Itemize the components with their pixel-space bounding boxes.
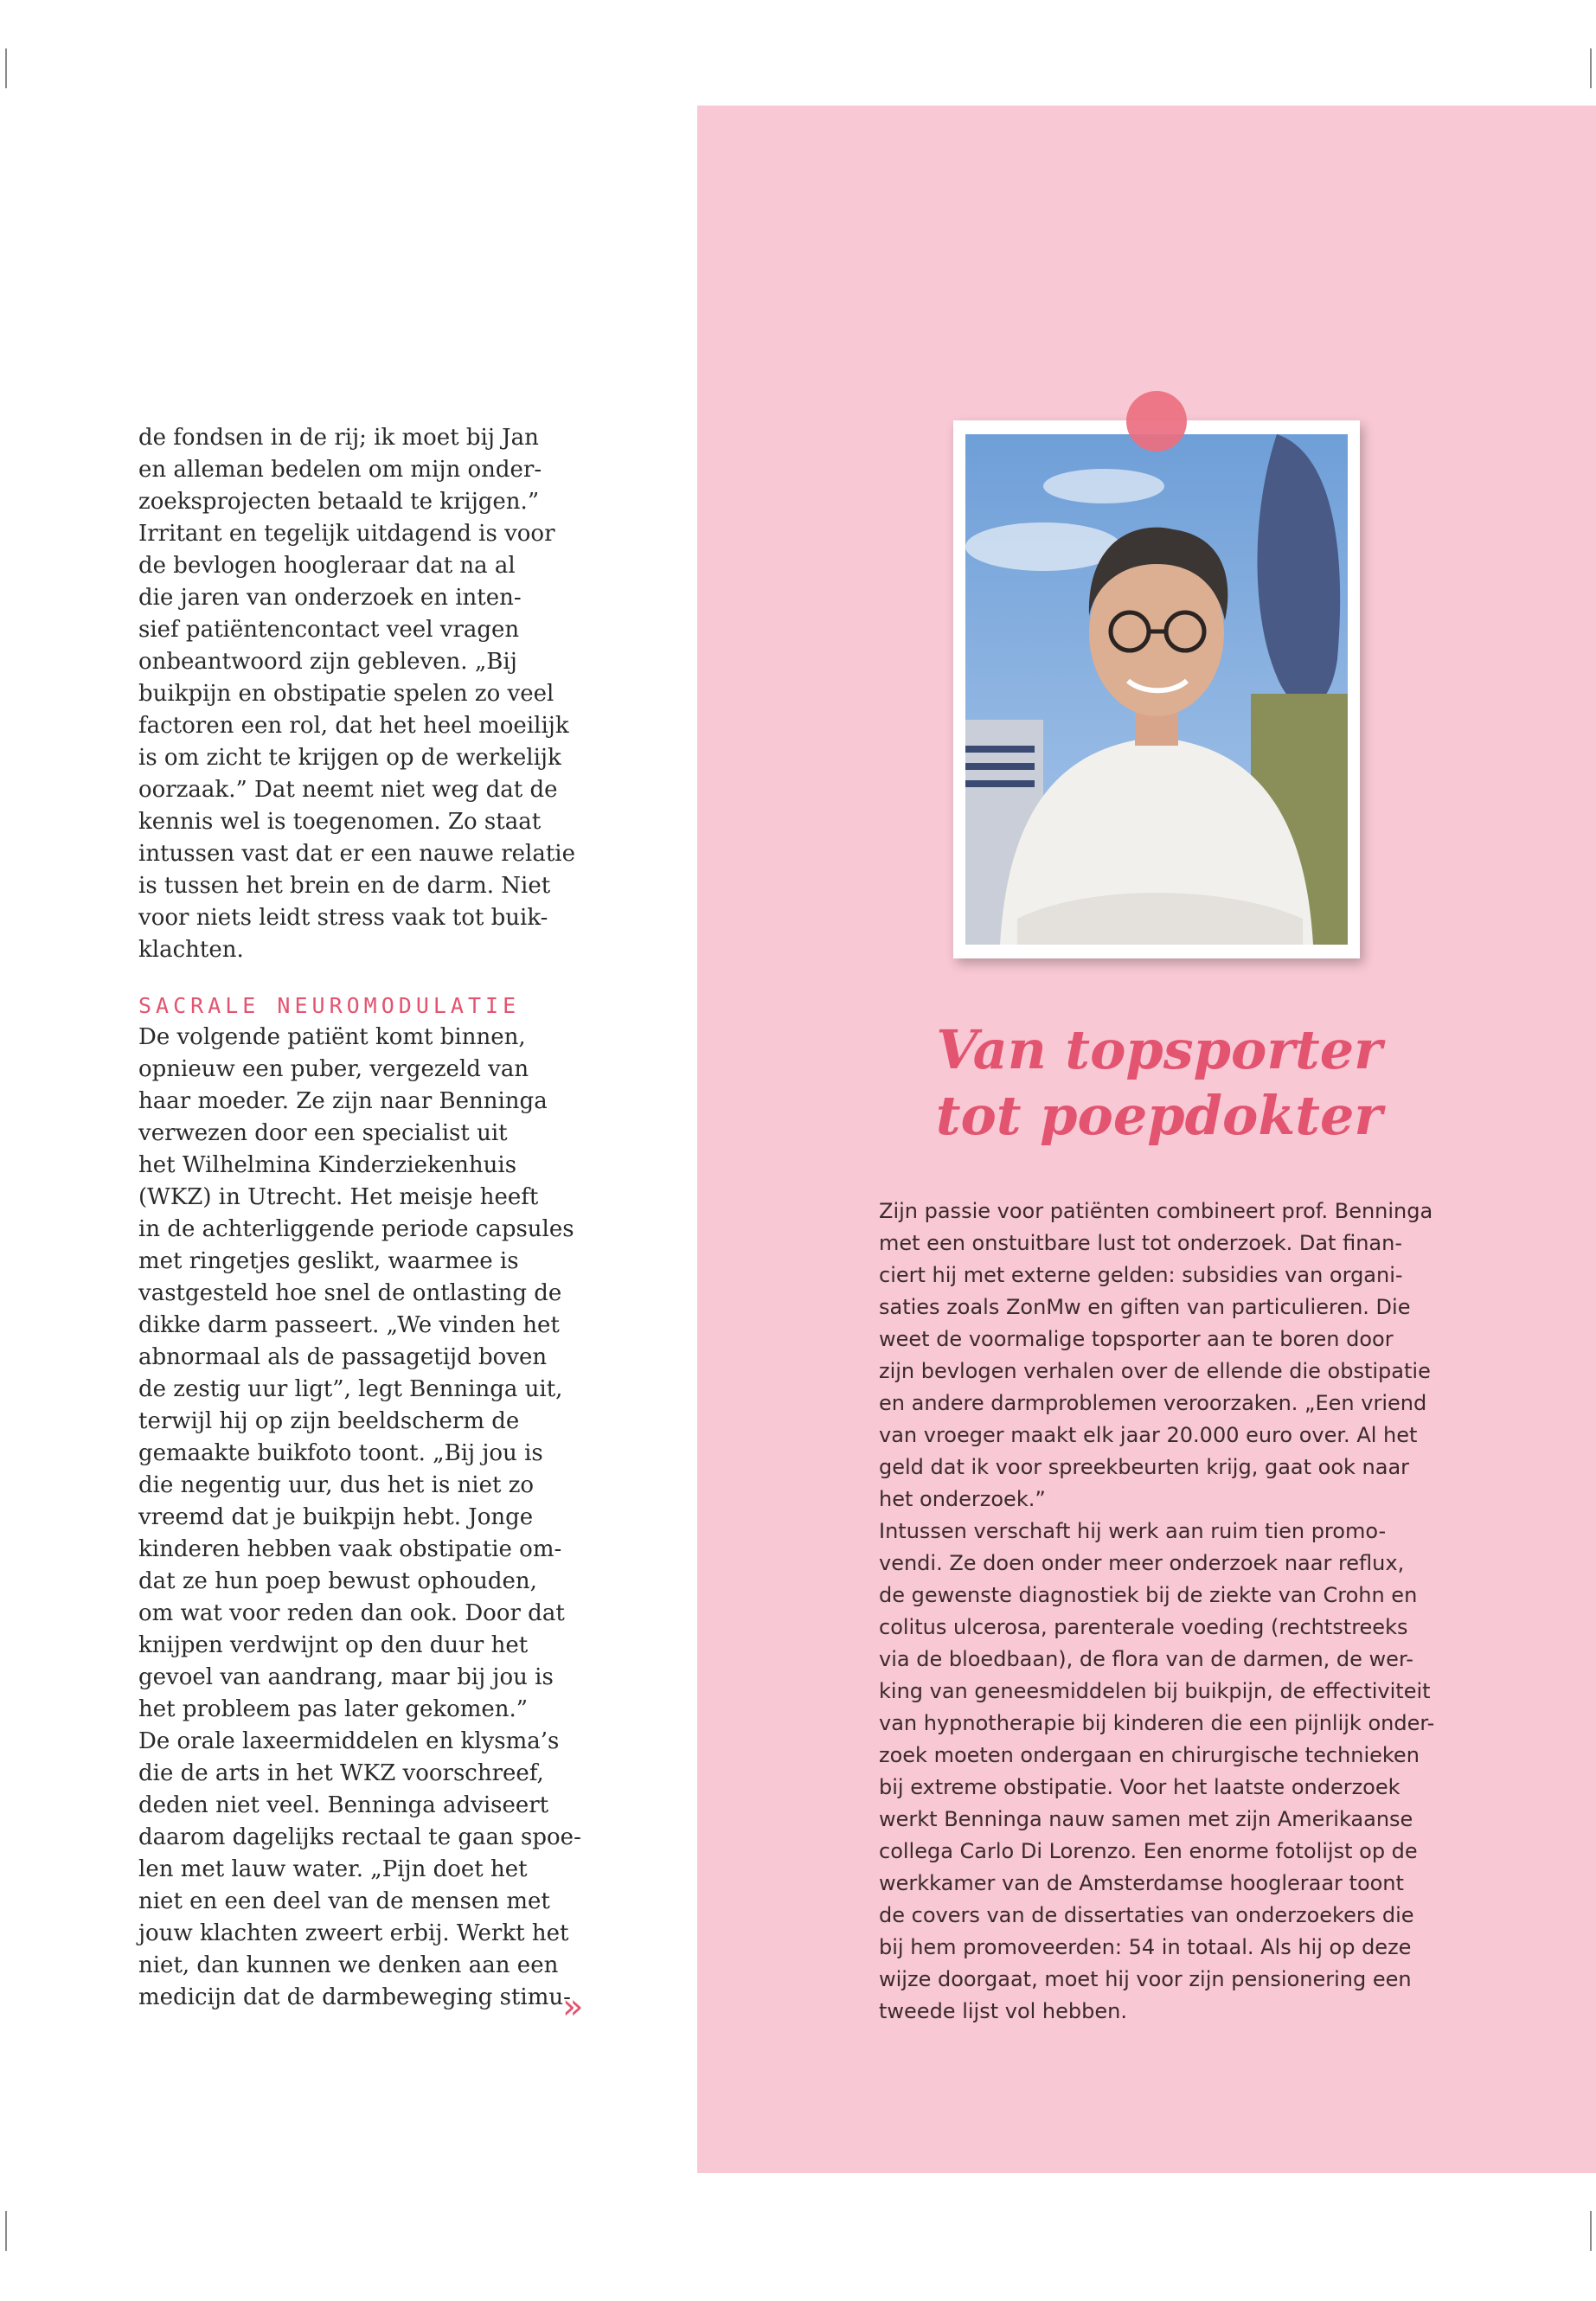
article-body-column: [138, 422, 606, 2014]
article-paragraph: de fondsen in de rij; ik moet bij Jan en alleman bedelen om mijn onder- zoeksprojecten betaald te krijgen.” Irritant en tegelijk uitdagend is voor de bevlogen hoogleraar dat na al die jaren van onderzoek en inten- sief patiëntencontact veel vragen onbeantwoord zijn gebleven. „Bij buikpijn en obstipatie spelen zo veel factoren een rol, dat het heel moeilijk is om zicht te krijgen op de werkelijk oorzaak.” Dat neemt niet weg dat de kennis wel is toegenomen. Zo staat intussen vast dat er een nauwe relatie is tussen het brein en de darm. Niet voor niets leidt stress vaak tot buik- klachten.: [138, 425, 575, 963]
sidebar-headline: [917, 1017, 1401, 1149]
article-paragraph: De volgende patiënt komt binnen, opnieuw een puber, vergezeld van haar moeder. Ze zijn naar Benninga verwezen door een specialist uit het Wilhelmina Kinderziekenhuis (WKZ) in Utrecht. Het meisje heeft in de achterliggende periode capsules met ringetjes geslikt, waarmee is vastgesteld hoe snel de ontlasting de dikke darm passeert. „We vinden het abnormaal als de passagetijd boven de zestig uur ligt”, legt Benninga uit, terwijl hij op zijn beeldscherm de gemaakte buikfoto toont. „Bij jou is die negentig uur, dus het is niet zo vreemd dat je buikpijn hebt. Jonge kinderen hebben vaak obstipatie om- dat ze hun poep bewust ophouden, om wat voor reden dan ook. Door dat knijpen verdwijnt op den duur het gevoel van aandrang, maar bij jou is het probleem pas later gekomen.” De orale laxeermiddelen en klysma’s die de arts in het WKZ voorschreef, deden niet veel. Benninga adviseert daarom dagelijks rectaal te gaan spoe- len met lauw water. „Pijn doet het niet en een deel van de mensen met jouw klachten zweert erbij. Werkt het niet, dan kunnen we denken aan een medicijn dat de darmbeweging stimu-: [138, 1024, 581, 2010]
headline-line-1: Van topsporter: [936, 1018, 1382, 1081]
section-subheading: SACRALE NEUROMODULATIE: [138, 993, 521, 1018]
portrait-photo-frame: [953, 420, 1360, 958]
crop-mark-top-left: [5, 48, 7, 88]
sidebar-body: [879, 1195, 1450, 2028]
sidebar-paragraph: Intussen verschaft hij werk aan ruim tien promo- vendi. Ze doen onder meer onderzoek naar reflux, de gewenste diagnostiek bij de ziekte van Crohn en colitus ulcerosa, parenterale voeding (rechtstreeks via de bloedbaan), de flora van de darmen, de wer- king van geneesmiddelen bij buikpijn, de effectiviteit van hypnotherapie bij kinderen die een pijnlijk onder- zoek moeten ondergaan en chirurgische technieken bij extreme obstipatie. Voor het laatste onderzoek werkt Benninga nauw samen met zijn Amerikaanse collega Carlo Di Lorenzo. Een enorme fotolijst op de werkkamer van de Amsterdamse hoogleraar toont de covers van de dissertaties van onderzoekers die bij hem promoveerden: 54 in totaal. Als hij op deze wijze doorgaat, moet hij voor zijn pensionering een tweede lijst vol hebben.: [879, 1519, 1435, 2023]
pushpin-icon: [1126, 391, 1187, 452]
crop-mark-top-right: [1590, 48, 1592, 88]
crop-mark-bottom-right: [1590, 2211, 1592, 2251]
continue-arrow-icon: »: [562, 1987, 584, 2027]
portrait-photo: [965, 434, 1348, 945]
headline-line-2: tot poepdokter: [935, 1084, 1383, 1147]
sidebar-paragraph: Zijn passie voor patiënten combineert prof. Benninga met een onstuitbare lust tot onderzoek. Dat finan- ciert hij met externe gelden: subsidies van organi- saties zoals ZonMw en giften van particulieren. Die weet de voormalige topsporter aan te boren door zijn bevlogen verhalen over de ellende die obstipatie en andere darmproblemen veroorzaken. „Een vriend van vroeger maakt elk jaar 20.000 euro over. Al het geld dat ik voor spreekbeurten krijg, gaat ook naar het onderzoek.”: [879, 1199, 1433, 1511]
crop-mark-bottom-left: [5, 2211, 7, 2251]
